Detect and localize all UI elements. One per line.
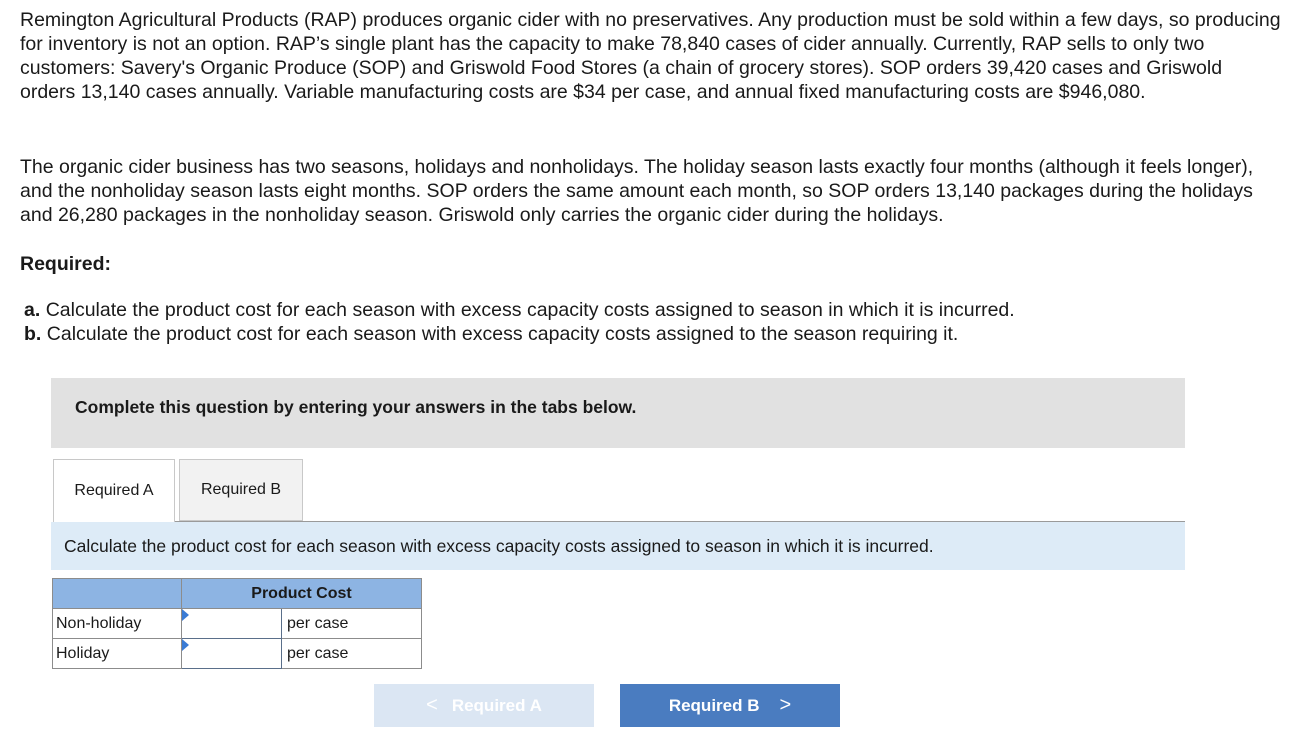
required-a-line bbox=[24, 298, 1015, 322]
table-header-product-cost: Product Cost bbox=[182, 579, 422, 609]
row-label-non-holiday: Non-holiday bbox=[53, 609, 182, 639]
next-required-b-button[interactable] bbox=[620, 684, 840, 727]
instruction-text: Complete this question by entering your answers in the tabs below. bbox=[75, 397, 637, 417]
required-a-text: Calculate the product cost for each season with excess capacity costs assigned to season in which it is incurred. bbox=[45, 299, 1015, 321]
next-button-label: Required B bbox=[668, 695, 760, 715]
tab-required-a-label: Required A bbox=[74, 482, 154, 499]
tab-required-b-label: Required B bbox=[200, 481, 282, 498]
required-b-text: Calculate the product cost for each season with excess capacity costs assigned to the season requiring it. bbox=[46, 323, 959, 345]
non-holiday-cost-input[interactable] bbox=[182, 609, 281, 638]
required-b-line bbox=[24, 322, 958, 346]
non-holiday-unit: per case bbox=[282, 609, 422, 639]
input-marker-icon bbox=[182, 639, 189, 651]
chevron-right-icon: > bbox=[779, 694, 792, 716]
row-label-holiday: Holiday bbox=[53, 639, 182, 669]
prev-button-label: Required A bbox=[451, 695, 542, 715]
required-heading: Required: bbox=[20, 253, 112, 275]
chevron-left-icon: < bbox=[426, 694, 438, 716]
instruction-box bbox=[51, 378, 1185, 448]
table-header-row bbox=[53, 579, 422, 609]
tab-required-b[interactable] bbox=[179, 459, 303, 521]
answer-table bbox=[52, 578, 422, 669]
prompt-box bbox=[51, 522, 1185, 570]
holiday-cost-input[interactable] bbox=[182, 639, 281, 668]
required-b-prefix: b. bbox=[24, 323, 42, 345]
prev-required-a-button[interactable] bbox=[374, 684, 594, 727]
problem-paragraph-2: The organic cider business has two seasons, holidays and nonholidays. The holiday season lasts exactly four months (although it feels longer), and the nonholiday season lasts eight months. SOP orders the same amount each month, so SOP orders 13,140 packages during the holidays and 26,280 packages in the nonholiday season. Griswold only carries the organic cider during the holidays. bbox=[20, 156, 1254, 226]
prompt-text: Calculate the product cost for each season with excess capacity costs assigned to season in which it is incurred. bbox=[64, 536, 934, 556]
table-header-blank bbox=[53, 579, 182, 609]
table-row bbox=[53, 639, 422, 669]
table-row bbox=[53, 609, 422, 639]
holiday-unit: per case bbox=[282, 639, 422, 669]
input-marker-icon bbox=[182, 609, 189, 621]
problem-paragraph-1: Remington Agricultural Products (RAP) produces organic cider with no preservatives. Any production must be sold within a few days, so producing for inventory is not an option. RAP’s single plant has the capacity to make 78,840 cases of cider annually. Currently, RAP sells to only two customers: Savery's Organic Produce (SOP) and Griswold Food Stores (a chain of grocery stores). SOP orders 39,420 cases and Griswold orders 13,140 cases annually. Variable manufacturing costs are $34 per case, and annual fixed manufacturing costs are $946,080. bbox=[20, 9, 1281, 103]
tab-required-a[interactable] bbox=[53, 459, 175, 522]
required-a-prefix: a. bbox=[24, 299, 41, 321]
holiday-cost-cell bbox=[182, 639, 282, 669]
non-holiday-cost-cell bbox=[182, 609, 282, 639]
